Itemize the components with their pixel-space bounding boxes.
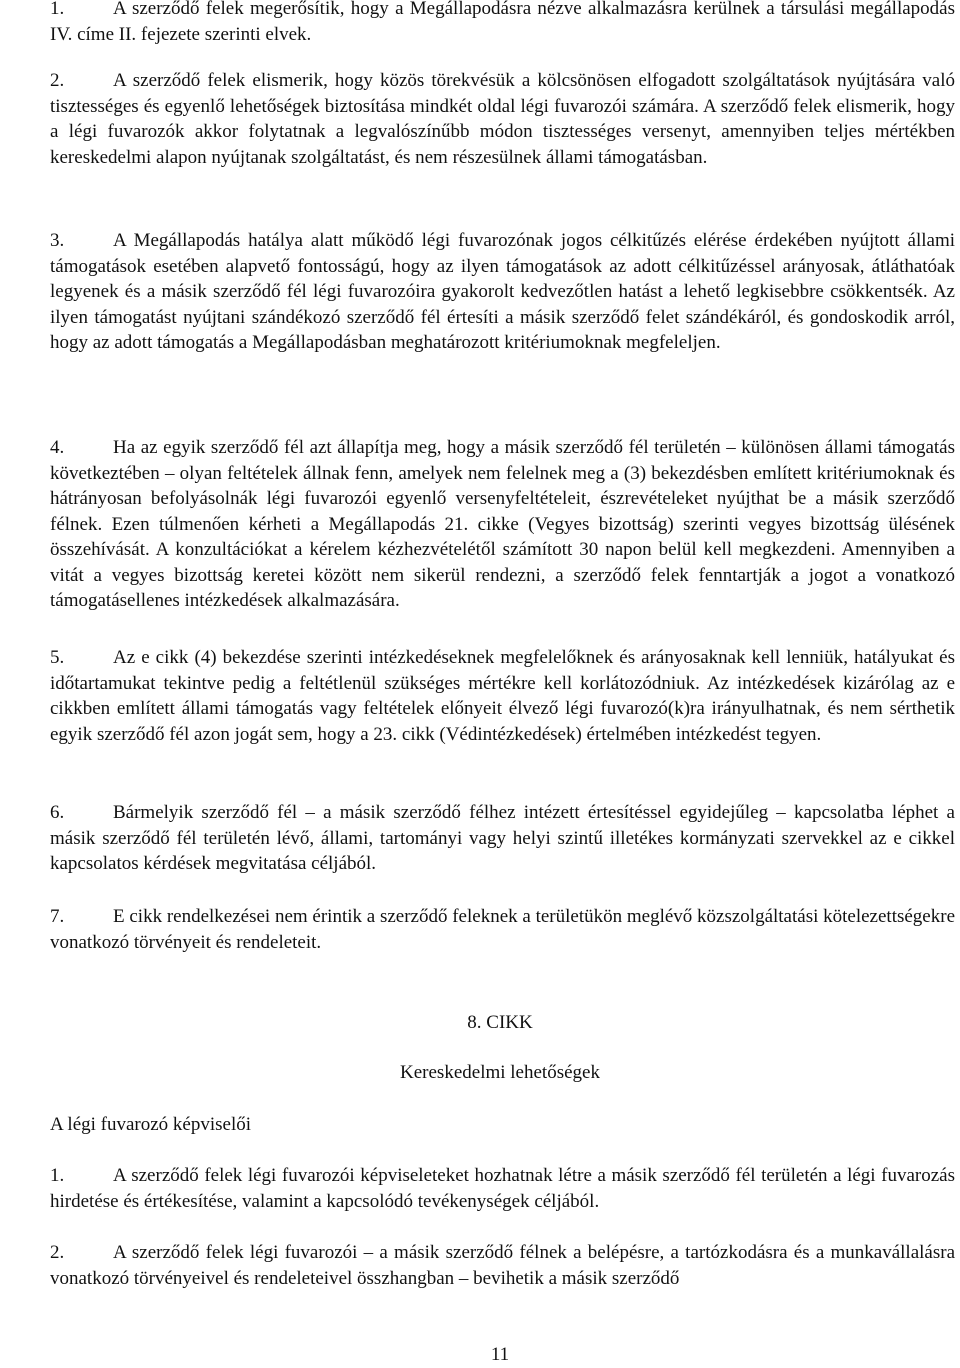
paragraph-number: 6. [50,802,65,823]
paragraph-number: 5. [50,647,65,668]
paragraph-text: Ha az egyik szerződő fél azt állapítja meg, hogy a másik szerződő fél területén – különösen állami támogatás következtében – olyan feltételek állnak fenn, amelyek nem felelnek meg a (3) bekezdésben említett kritériumoknak és hátrányosan befolyásolnák légi fuvarozói egyenlő versenyfeltételeit, észrevételeket nyújthat be a másik szerződő félnek. Ezen túlmenően kérheti a Megállapodás 21. cikke (Vegyes bizottság) szerinti vegyes bizottság ülésének összehívását. A konzultációkat a kérelem kézhezvételétől számított 30 napon belül kell megkezdeni. Amennyiben a vitát a vegyes bizottság keretei között nem sikerül rendezni, a szerződő felek fenntartják a jogot a vonatkozó támogatásellenes intézkedések alkalmazására. [50,437,955,611]
paragraph-number: 2. [50,1242,65,1263]
paragraph-number: 4. [50,437,65,458]
article-8-paragraph-1 [50,1163,955,1214]
paragraph-number: 3. [50,230,65,251]
paragraph-2 [50,68,955,170]
paragraph-6 [50,800,955,877]
article-8-paragraph-2 [50,1240,955,1291]
paragraph-text: A szerződő felek légi fuvarozói képviseleteket hozhatnak létre a másik szerződő fél területén a légi fuvarozás hirdetése és értékesítése, valamint a kapcsolódó tevékenységek céljából. [50,1165,955,1212]
paragraph-5 [50,645,955,747]
paragraph-text: Bármelyik szerződő fél – a másik szerződő félhez intézett értesítéssel egyidejűleg – kapcsolatba léphet a másik szerződő fél területén lévő, állami, tartományi vagy helyi szintű illetékes kormányzati szervekkel az e cikkel kapcsolatos kérdések megvitatása céljából. [50,802,955,874]
paragraph-text: Az e cikk (4) bekezdése szerinti intézkedéseknek megfelelőknek és arányosaknak kell lenniük, hatályukat és időtartamukat tekintve pedig a feltétlenül szükséges mértékre kell korlátozódniuk. Az intézkedések kizárólag az e cikkben említett állami támogatás vagy feltételek előnyeit élvező légi fuvarozó(k)ra irányulhatnak, és nem sérthetik egyik szerződő fél azon jogát sem, hogy a 23. cikk (Védintézkedések) értelmében intézkedést tegyen. [50,647,955,745]
paragraph-text: A szerződő felek megerősítik, hogy a Megállapodásra nézve alkalmazásra kerülnek a társulási megállapodás IV. címe II. fejezete szerinti elvek. [50,0,955,45]
paragraph-text: A szerződő felek elismerik, hogy közös törekvésük a kölcsönösen elfogadott szolgáltatások nyújtására való tisztességes és egyenlő lehetőségek biztosítása mindkét oldal légi fuvarozói számára. A szerződő felek elismerik, hogy a légi fuvarozók akkor folytatnak a legvalószínűbb módon tisztességes versenyt, amennyiben teljes mértékben kereskedelmi alapon nyújtanak szolgáltatást, és nem részesülnek állami támogatásban. [50,70,955,168]
paragraph-7 [50,904,955,955]
section-subheading: A légi fuvarozó képviselői [50,1114,252,1135]
paragraph-number: 2. [50,70,65,91]
paragraph-text: E cikk rendelkezései nem érintik a szerződő feleknek a területükön meglévő közszolgáltatási kötelezettségekre vonatkozó törvényeit és rendeleteit. [50,906,955,953]
article-title: Kereskedelmi lehetőségek [400,1062,600,1083]
paragraph-number: 7. [50,906,65,927]
paragraph-number: 1. [50,0,65,19]
paragraph-1 [50,0,955,47]
paragraph-number: 1. [50,1165,65,1186]
paragraph-3 [50,228,955,356]
page-number: 11 [490,1344,510,1365]
paragraph-4 [50,435,955,614]
article-number: 8. CIKK [467,1012,533,1033]
paragraph-text: A Megállapodás hatálya alatt működő légi fuvarozónak jogos célkitűzés elérése érdekében nyújtott állami támogatások esetében alapvető fontosságú, hogy az ilyen támogatások az adott célkitűzéssel arányosak, átláthatóak legyenek és a másik szerződő fél légi fuvarozóira gyakorolt kedvezőtlen hatást a lehető legkisebbre csökkentsék. Az ilyen támogatást nyújtani szándékozó szerződő fél értesíti a másik szerződő felet szándékáról, és gondoskodik arról, hogy az adott támogatás a Megállapodásban meghatározott kritériumoknak megfeleljen. [50,230,955,353]
paragraph-text: A szerződő felek légi fuvarozói – a másik szerződő félnek a belépésre, a tartózkodásra és a munkavállalásra vonatkozó törvényeivel és rendeleteivel összhangban – bevihetik a másik szerződő [50,1242,955,1289]
